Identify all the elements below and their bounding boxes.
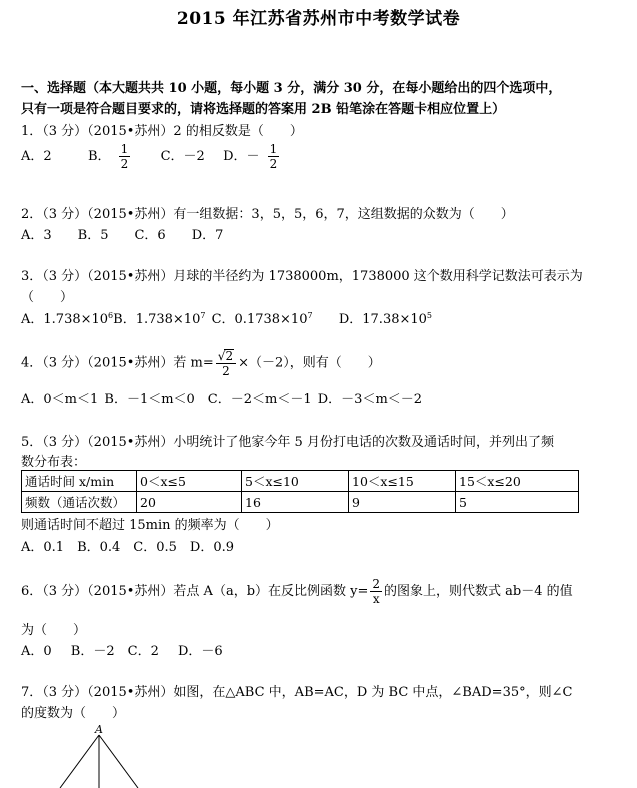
question-1-options: [21, 143, 281, 170]
frequency-table: [21, 470, 579, 513]
question-2-text: 2．（3 分）（2015•苏州）有一组数据：3，5，5，6，7，这组数据的众数为（ ）: [21, 207, 514, 222]
q1-option-c: C．－2: [160, 149, 205, 164]
table-row: [22, 471, 579, 492]
q1-option-d-fraction: $\frac{1}{2}$: [269, 142, 278, 171]
section-header-line2: 只有一项是符合题目要求的，请将选择题的答案用 2B 铅笔涂在答题卡相应位置上）: [21, 102, 506, 117]
table-cell: 9: [349, 492, 456, 513]
table-cell: 5＜x≤10: [242, 471, 349, 492]
q1-option-a: A．2: [21, 149, 52, 164]
question-3-text-line2: （ ）: [21, 290, 74, 305]
question-5-after-table: 则通话时间不超过 15min 的频率为（ ）: [21, 518, 279, 533]
question-7-text-line1: 7．（3 分）（2015•苏州）如图，在△ABC 中，AB=AC，D 为 BC 中点，∠BAD=35°，则∠C: [21, 685, 573, 700]
question-4-options: A．0＜m＜1 B．－1＜m＜0 C．－2＜m＜－1 D．－3＜m＜－2: [21, 392, 423, 407]
segment-ab: [60, 735, 99, 788]
question-1-text: 1．（3 分）（2015•苏州）2 的相反数是（ ）: [21, 124, 303, 139]
question-7-text-line2: 的度数为（ ）: [21, 706, 126, 721]
table-cell: 16: [242, 492, 349, 513]
question-6-text: 6．（3 分）（2015•苏州）若点 A（a，b）在反比例函数 y= $\frac{2}{x}$ 的图象上，则代数式 ab－4 的值: [21, 577, 573, 606]
table-row: [22, 492, 579, 513]
q3-option-b: B．$1.738\times 10^7$: [113, 311, 206, 327]
table-cell: 通话时间 x/min: [22, 471, 137, 492]
question-3-options: [21, 308, 432, 327]
page-title: 2015 年江苏省苏州市中考数学试卷: [176, 9, 461, 29]
segment-ac: [99, 735, 138, 788]
table-cell: 5: [456, 492, 579, 513]
triangle-figure: [50, 722, 150, 788]
q3-option-a: A．$1.738\times 10^6$: [21, 311, 114, 327]
table-cell: 20: [137, 492, 242, 513]
question-5-text-line2: 数分布表：: [21, 455, 87, 470]
question-5-text-line1: 5．（3 分）（2015•苏州）小明统计了他家今年 5 月份打电话的次数及通话时间，并列出了频: [21, 435, 554, 450]
question-6-text-line2: 为（ ）: [21, 623, 87, 638]
q3-option-c: C．$0.1738\times 10^7$: [211, 311, 313, 327]
q4-fraction: $\frac{√2}{2}$: [216, 349, 236, 377]
q6-fraction: $\frac{2}{x}$: [372, 577, 381, 606]
section-header-line1: 一、选择题（本大题共共 10 小题，每小题 3 分，满分 30 分，在每小题给出的四个选项中，: [21, 81, 562, 96]
q1-option-d: D．－: [223, 149, 260, 164]
question-5-options: A．0.1 B．0.4 C．0.5 D．0.9: [21, 540, 235, 555]
q1-option-b: B．: [87, 149, 111, 164]
question-2-options: A．3 B．5 C．6 D．7: [21, 228, 224, 243]
question-6-options: A．0 B．－2 C．2 D．－6: [21, 644, 223, 659]
table-cell: 15＜x≤20: [456, 471, 579, 492]
table-cell: 10＜x≤15: [349, 471, 456, 492]
figure-label-a: A: [95, 723, 103, 736]
q3-option-d: D．$17.38\times 10^5$: [338, 311, 433, 327]
question-3-text-line1: 3．（3 分）（2015•苏州）月球的半径约为 1738000m，1738000 这个数用科学记数法可表示为: [21, 269, 583, 284]
table-cell: 0＜x≤5: [137, 471, 242, 492]
question-4-text: 4．（3 分）（2015•苏州）若 m= $\frac{√2}{2}$ ×（－2），则有（ ）: [21, 349, 381, 378]
q1-option-b-fraction: $\frac{1}{2}$: [120, 142, 129, 171]
table-cell: 频数（通话次数）: [22, 492, 137, 513]
